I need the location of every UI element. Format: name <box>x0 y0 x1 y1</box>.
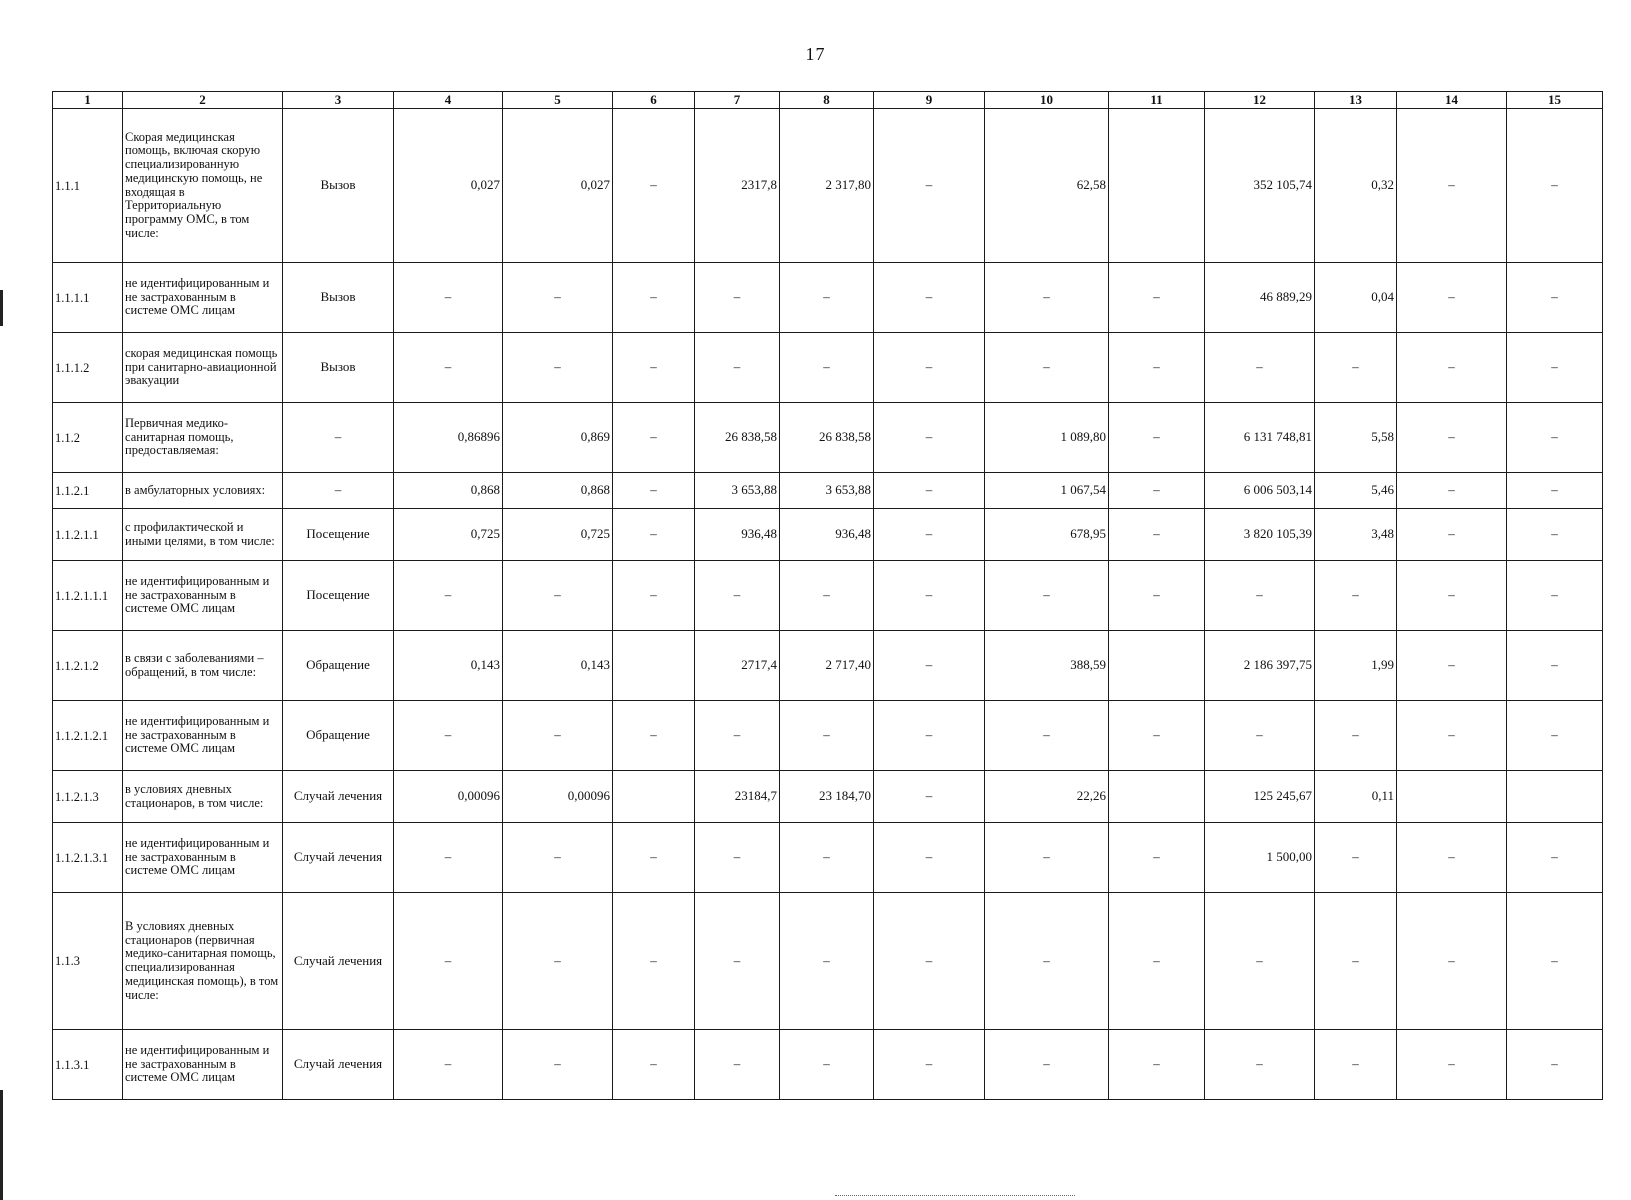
value-cell: – <box>1397 109 1507 263</box>
value-cell: – <box>780 333 874 403</box>
header-cell: 7 <box>695 92 780 109</box>
value-cell: – <box>874 263 985 333</box>
value-cell: – <box>985 561 1109 631</box>
value-cell: 3 653,88 <box>780 473 874 509</box>
row-code-cell: 1.1.2.1.3 <box>53 771 123 823</box>
row-code-cell: 1.1.1.1 <box>53 263 123 333</box>
value-cell: – <box>695 333 780 403</box>
value-cell: – <box>1315 561 1397 631</box>
value-cell: – <box>613 1030 695 1100</box>
value-cell: – <box>1205 333 1315 403</box>
value-cell: – <box>695 263 780 333</box>
value-cell: – <box>1507 893 1603 1030</box>
scan-bottom-artifact <box>835 1195 1075 1198</box>
value-cell: 6 131 748,81 <box>1205 403 1315 473</box>
value-cell: – <box>613 823 695 893</box>
value-cell: – <box>874 823 985 893</box>
row-name-cell: не идентифицированным и не застрахованным в системе ОМС лицам <box>123 701 283 771</box>
value-cell: – <box>613 109 695 263</box>
value-cell: 0,32 <box>1315 109 1397 263</box>
value-cell: – <box>1397 893 1507 1030</box>
value-cell: 3 820 105,39 <box>1205 509 1315 561</box>
value-cell: – <box>1507 823 1603 893</box>
row-name-cell: Первичная медико-санитарная помощь, предоставляемая: <box>123 403 283 473</box>
value-cell: – <box>1315 893 1397 1030</box>
row-code-cell: 1.1.3 <box>53 893 123 1030</box>
value-cell: 0,868 <box>394 473 503 509</box>
value-cell: – <box>1397 1030 1507 1100</box>
value-cell: 0,143 <box>394 631 503 701</box>
value-cell: – <box>613 561 695 631</box>
value-cell: – <box>780 1030 874 1100</box>
value-cell <box>1397 771 1507 823</box>
value-cell: – <box>1397 333 1507 403</box>
value-cell: – <box>613 473 695 509</box>
header-cell: 3 <box>283 92 394 109</box>
value-cell: – <box>780 893 874 1030</box>
value-cell: – <box>1109 893 1205 1030</box>
table-row <box>53 403 1603 473</box>
value-cell: – <box>1109 403 1205 473</box>
value-cell: – <box>613 701 695 771</box>
row-name-cell: в амбулаторных условиях: <box>123 473 283 509</box>
value-cell: 1 500,00 <box>1205 823 1315 893</box>
value-cell: – <box>394 561 503 631</box>
value-cell: – <box>695 893 780 1030</box>
value-cell: 0,00096 <box>394 771 503 823</box>
row-name-cell: не идентифицированным и не застрахованным в системе ОМС лицам <box>123 823 283 893</box>
value-cell: 0,868 <box>503 473 613 509</box>
value-cell: – <box>394 701 503 771</box>
value-cell: – <box>1507 333 1603 403</box>
value-cell: – <box>1507 109 1603 263</box>
value-cell: – <box>613 509 695 561</box>
row-code-cell: 1.1.3.1 <box>53 1030 123 1100</box>
row-unit-cell: Случай лечения <box>283 1030 394 1100</box>
value-cell: – <box>1507 403 1603 473</box>
value-cell: – <box>985 893 1109 1030</box>
value-cell: – <box>985 263 1109 333</box>
value-cell <box>1109 631 1205 701</box>
header-cell: 11 <box>1109 92 1205 109</box>
row-name-cell: в связи с заболеваниями – обращений, в том числе: <box>123 631 283 701</box>
table-row <box>53 1030 1603 1100</box>
value-cell: 26 838,58 <box>780 403 874 473</box>
value-cell: – <box>394 263 503 333</box>
table-row <box>53 823 1603 893</box>
row-unit-cell: Случай лечения <box>283 823 394 893</box>
value-cell: 0,725 <box>394 509 503 561</box>
header-cell: 15 <box>1507 92 1603 109</box>
value-cell: – <box>1507 263 1603 333</box>
value-cell: – <box>1109 561 1205 631</box>
value-cell: – <box>1315 333 1397 403</box>
table-row <box>53 701 1603 771</box>
value-cell: – <box>503 701 613 771</box>
row-unit-cell: Случай лечения <box>283 893 394 1030</box>
row-unit-cell: Посещение <box>283 561 394 631</box>
value-cell: – <box>1507 1030 1603 1100</box>
value-cell: 22,26 <box>985 771 1109 823</box>
value-cell: 388,59 <box>985 631 1109 701</box>
table-row <box>53 109 1603 263</box>
value-cell: – <box>394 823 503 893</box>
table-row <box>53 333 1603 403</box>
row-code-cell: 1.1.2.1.2 <box>53 631 123 701</box>
value-cell: – <box>394 893 503 1030</box>
value-cell <box>1109 771 1205 823</box>
value-cell: 0,86896 <box>394 403 503 473</box>
value-cell: 3 653,88 <box>695 473 780 509</box>
value-cell: 62,58 <box>985 109 1109 263</box>
value-cell: – <box>695 1030 780 1100</box>
value-cell: 936,48 <box>695 509 780 561</box>
header-cell: 12 <box>1205 92 1315 109</box>
value-cell: – <box>1397 473 1507 509</box>
row-name-cell: не идентифицированным и не застрахованным в системе ОМС лицам <box>123 1030 283 1100</box>
value-cell: 1 067,54 <box>985 473 1109 509</box>
value-cell: – <box>780 823 874 893</box>
value-cell: – <box>874 473 985 509</box>
value-cell: – <box>394 333 503 403</box>
value-cell <box>613 771 695 823</box>
value-cell: – <box>1507 561 1603 631</box>
value-cell: 23184,7 <box>695 771 780 823</box>
value-cell: 0,00096 <box>503 771 613 823</box>
row-code-cell: 1.1.2.1.3.1 <box>53 823 123 893</box>
value-cell: – <box>503 263 613 333</box>
value-cell: – <box>985 823 1109 893</box>
value-cell: – <box>503 561 613 631</box>
header-cell: 9 <box>874 92 985 109</box>
table-row <box>53 561 1603 631</box>
row-name-cell: с профилактической и иными целями, в том числе: <box>123 509 283 561</box>
value-cell: – <box>1397 631 1507 701</box>
value-cell: – <box>874 403 985 473</box>
row-unit-cell: Вызов <box>283 333 394 403</box>
value-cell: – <box>1315 823 1397 893</box>
row-name-cell: скорая медицинская помощь при санитарно-авиационной эвакуации <box>123 333 283 403</box>
header-cell: 10 <box>985 92 1109 109</box>
value-cell: – <box>874 1030 985 1100</box>
value-cell: 0,027 <box>394 109 503 263</box>
value-cell: – <box>874 631 985 701</box>
row-unit-cell: – <box>283 473 394 509</box>
value-cell <box>613 631 695 701</box>
value-cell: 0,143 <box>503 631 613 701</box>
value-cell: 6 006 503,14 <box>1205 473 1315 509</box>
value-cell: 1,99 <box>1315 631 1397 701</box>
row-code-cell: 1.1.2.1 <box>53 473 123 509</box>
value-cell: – <box>503 1030 613 1100</box>
value-cell: – <box>1205 1030 1315 1100</box>
row-name-cell: Скорая медицинская помощь, включая скорую специализированную медицинскую помощь, не входящая в Территориальную программу ОМС, в том числе: <box>123 109 283 263</box>
value-cell: – <box>1205 561 1315 631</box>
value-cell: – <box>394 1030 503 1100</box>
value-cell: – <box>613 893 695 1030</box>
value-cell: – <box>503 823 613 893</box>
value-cell: – <box>1397 823 1507 893</box>
value-cell: 0,027 <box>503 109 613 263</box>
header-cell: 2 <box>123 92 283 109</box>
header-row <box>53 92 1603 109</box>
value-cell: – <box>1397 403 1507 473</box>
value-cell: 0,725 <box>503 509 613 561</box>
value-cell: 678,95 <box>985 509 1109 561</box>
value-cell: – <box>780 263 874 333</box>
value-cell: – <box>503 333 613 403</box>
value-cell: – <box>695 561 780 631</box>
table-row <box>53 263 1603 333</box>
value-cell: – <box>1507 473 1603 509</box>
row-name-cell: В условиях дневных стационаров (первичная медико-санитарная помощь, специализированная медицинская помощь), в том числе: <box>123 893 283 1030</box>
page-number: 17 <box>805 44 826 64</box>
header-cell: 4 <box>394 92 503 109</box>
header-cell: 14 <box>1397 92 1507 109</box>
value-cell: 0,11 <box>1315 771 1397 823</box>
header-cell: 13 <box>1315 92 1397 109</box>
scan-edge-mark-top <box>0 290 3 326</box>
value-cell: 46 889,29 <box>1205 263 1315 333</box>
value-cell: – <box>1315 1030 1397 1100</box>
value-cell: 3,48 <box>1315 509 1397 561</box>
value-cell: – <box>1397 509 1507 561</box>
value-cell: – <box>985 333 1109 403</box>
row-unit-cell: Вызов <box>283 263 394 333</box>
row-unit-cell: Посещение <box>283 509 394 561</box>
value-cell: – <box>1109 473 1205 509</box>
value-cell: 5,46 <box>1315 473 1397 509</box>
value-cell: 0,04 <box>1315 263 1397 333</box>
value-cell: 0,869 <box>503 403 613 473</box>
row-unit-cell: Случай лечения <box>283 771 394 823</box>
value-cell: 125 245,67 <box>1205 771 1315 823</box>
value-cell: 5,58 <box>1315 403 1397 473</box>
table-row <box>53 771 1603 823</box>
scan-edge-mark-bottom <box>0 1090 3 1200</box>
value-cell: – <box>874 893 985 1030</box>
row-code-cell: 1.1.1.2 <box>53 333 123 403</box>
value-cell: – <box>874 561 985 631</box>
table-row <box>53 473 1603 509</box>
value-cell: – <box>780 701 874 771</box>
row-code-cell: 1.1.2 <box>53 403 123 473</box>
value-cell: – <box>985 701 1109 771</box>
value-cell: 1 089,80 <box>985 403 1109 473</box>
row-name-cell: не идентифицированным и не застрахованным в системе ОМС лицам <box>123 561 283 631</box>
value-cell: – <box>1397 263 1507 333</box>
value-cell <box>1109 109 1205 263</box>
row-unit-cell: – <box>283 403 394 473</box>
row-unit-cell: Вызов <box>283 109 394 263</box>
row-name-cell: не идентифицированным и не застрахованным в системе ОМС лицам <box>123 263 283 333</box>
value-cell: – <box>503 893 613 1030</box>
value-cell: – <box>1315 701 1397 771</box>
table-row <box>53 509 1603 561</box>
value-cell: – <box>1205 893 1315 1030</box>
value-cell: – <box>1109 333 1205 403</box>
value-cell: – <box>780 561 874 631</box>
value-cell: – <box>695 823 780 893</box>
value-cell: 352 105,74 <box>1205 109 1315 263</box>
value-cell: – <box>1397 701 1507 771</box>
row-unit-cell: Обращение <box>283 701 394 771</box>
table-row <box>53 893 1603 1030</box>
header-cell: 8 <box>780 92 874 109</box>
value-cell: 26 838,58 <box>695 403 780 473</box>
value-cell: – <box>874 333 985 403</box>
row-name-cell: в условиях дневных стационаров, в том числе: <box>123 771 283 823</box>
header-cell: 5 <box>503 92 613 109</box>
value-cell: 2317,8 <box>695 109 780 263</box>
value-cell: – <box>1507 631 1603 701</box>
header-cell: 1 <box>53 92 123 109</box>
value-cell: – <box>1109 701 1205 771</box>
value-cell: – <box>695 701 780 771</box>
value-cell <box>1507 771 1603 823</box>
value-cell: 936,48 <box>780 509 874 561</box>
value-cell: – <box>985 1030 1109 1100</box>
value-cell: – <box>874 109 985 263</box>
value-cell: – <box>1109 263 1205 333</box>
value-cell: 23 184,70 <box>780 771 874 823</box>
row-code-cell: 1.1.2.1.1.1 <box>53 561 123 631</box>
value-cell: – <box>1109 1030 1205 1100</box>
value-cell: – <box>1507 701 1603 771</box>
table-row <box>53 631 1603 701</box>
value-cell: – <box>874 771 985 823</box>
row-code-cell: 1.1.1 <box>53 109 123 263</box>
row-unit-cell: Обращение <box>283 631 394 701</box>
value-cell: – <box>874 701 985 771</box>
row-code-cell: 1.1.2.1.1 <box>53 509 123 561</box>
header-cell: 6 <box>613 92 695 109</box>
value-cell: 2717,4 <box>695 631 780 701</box>
value-cell: – <box>1109 823 1205 893</box>
value-cell: – <box>874 509 985 561</box>
value-cell: 2 317,80 <box>780 109 874 263</box>
value-cell: – <box>613 333 695 403</box>
row-code-cell: 1.1.2.1.2.1 <box>53 701 123 771</box>
value-cell: 2 186 397,75 <box>1205 631 1315 701</box>
data-table <box>52 91 1603 1100</box>
value-cell: – <box>1205 701 1315 771</box>
value-cell: – <box>613 263 695 333</box>
value-cell: – <box>613 403 695 473</box>
value-cell: – <box>1109 509 1205 561</box>
value-cell: 2 717,40 <box>780 631 874 701</box>
value-cell: – <box>1507 509 1603 561</box>
value-cell: – <box>1397 561 1507 631</box>
